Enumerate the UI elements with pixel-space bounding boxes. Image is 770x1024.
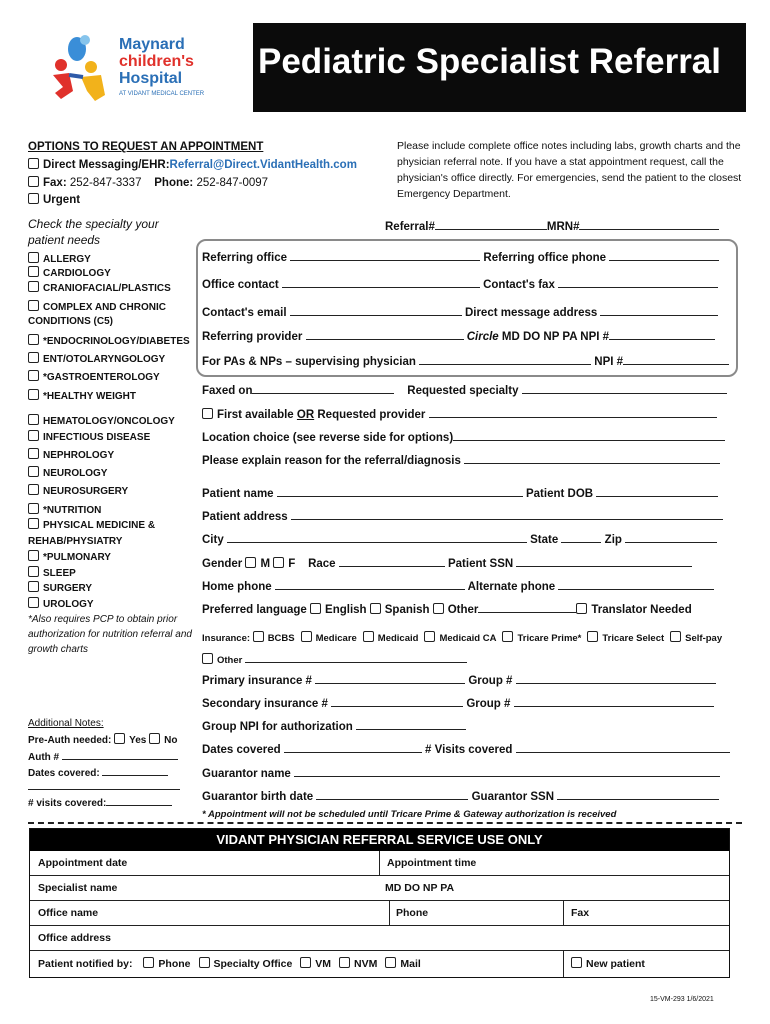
appointment-row[interactable]: Appointment date Appointment time	[30, 851, 729, 875]
checkbox[interactable]	[385, 957, 396, 968]
checkbox[interactable]	[28, 466, 39, 477]
options-heading: OPTIONS TO REQUEST AN APPOINTMENT	[28, 141, 264, 153]
notified-row[interactable]: Patient notified by: Phone Specialty Office VM NVM Mail New patient	[30, 950, 729, 977]
checkbox[interactable]	[363, 631, 374, 642]
referring-office-row[interactable]: Referring office Referring office phone	[202, 249, 719, 264]
urgent-option[interactable]: Urgent	[28, 193, 80, 206]
reason-row[interactable]: Please explain reason for the referral/diagnosis	[202, 452, 720, 467]
checkbox[interactable]	[370, 603, 381, 614]
referral-mrn[interactable]: Referral# MRN#	[385, 218, 719, 233]
notify-option[interactable]: VM	[300, 958, 331, 970]
specialty-option[interactable]: SURGERY	[28, 581, 92, 594]
dates-covered-row[interactable]: Dates covered # Visits covered	[202, 741, 730, 756]
secondary-insurance-row[interactable]: Secondary insurance # Group #	[202, 695, 714, 710]
insurance-option[interactable]: BCBS	[253, 633, 295, 644]
checkbox[interactable]	[199, 957, 210, 968]
checkbox[interactable]	[433, 603, 444, 614]
language-row[interactable]: Preferred language English Spanish Other Translator Needed	[202, 601, 692, 616]
office-contact-row[interactable]: Office contact Contact's fax	[202, 276, 718, 291]
checkbox[interactable]	[149, 733, 160, 744]
checkbox[interactable]	[339, 957, 350, 968]
office-row[interactable]: Office name Phone Fax	[30, 900, 729, 925]
insurance-option[interactable]: Tricare Select	[587, 633, 664, 644]
notify-option[interactable]: Mail	[385, 958, 420, 970]
specialty-option[interactable]: *ENDOCRINOLOGY/DIABETES	[28, 334, 190, 347]
specialty-option[interactable]: CRANIOFACIAL/PLASTICS	[28, 281, 171, 294]
direct-email[interactable]: Referral@Direct.VidantHealth.com	[169, 159, 357, 171]
patient-address-row[interactable]: Patient address	[202, 508, 723, 523]
fax-option[interactable]: Fax: 252-847-3337 Phone: 252-847-0097	[28, 176, 268, 189]
specialty-option[interactable]: CARDIOLOGY	[28, 266, 111, 279]
gender-row[interactable]: Gender M F Race Patient SSN	[202, 555, 692, 570]
checkbox[interactable]	[300, 957, 311, 968]
checkbox[interactable]	[28, 252, 39, 263]
insurance-option[interactable]: Medicaid	[363, 633, 419, 644]
checkbox[interactable]	[28, 334, 39, 345]
checkbox[interactable]	[571, 957, 582, 968]
checkbox[interactable]	[576, 603, 587, 614]
specialty-option[interactable]: SLEEP	[28, 566, 76, 579]
checkbox[interactable]	[202, 653, 213, 664]
checkbox[interactable]	[273, 557, 284, 568]
checkbox[interactable]	[28, 581, 39, 592]
insurance-option[interactable]: Self-pay	[670, 633, 722, 644]
specialty-option[interactable]: PHYSICAL MEDICINE & REHAB/PHYSIATRY	[28, 520, 156, 547]
specialty-option[interactable]: ENT/OTOLARYNGOLOGY	[28, 352, 165, 365]
logo-name-3: Hospital	[119, 70, 183, 87]
logo-name-1: Maynard	[119, 36, 185, 53]
checkbox[interactable]	[670, 631, 681, 642]
faxed-on-row[interactable]: Faxed on Requested specialty	[202, 382, 727, 397]
contact-email-row[interactable]: Contact's email Direct message address	[202, 304, 718, 319]
notes-dates-row[interactable]: Dates covered:	[28, 764, 168, 779]
checkbox[interactable]	[28, 518, 39, 529]
specialty-option[interactable]: HEMATOLOGY/ONCOLOGY	[28, 414, 175, 427]
specialty-option[interactable]: *NUTRITION	[28, 503, 101, 516]
checkbox[interactable]	[28, 389, 39, 400]
checkbox[interactable]	[28, 597, 39, 608]
logo-name-2: children's	[119, 53, 194, 70]
primary-insurance-row[interactable]: Primary insurance # Group #	[202, 672, 716, 687]
specialty-option[interactable]: *PULMONARY	[28, 550, 111, 563]
checkbox[interactable]	[253, 631, 264, 642]
referring-provider-row[interactable]: Referring provider Circle MD DO NP PA NPI #	[202, 328, 715, 343]
insurance-option[interactable]: Tricare Prime*	[502, 633, 581, 644]
checkbox[interactable]	[28, 414, 39, 425]
guarantor-name-row[interactable]: Guarantor name	[202, 765, 720, 780]
location-row[interactable]: Location choice (see reverse side for options)	[202, 429, 725, 444]
checkbox[interactable]	[28, 448, 39, 459]
checkbox[interactable]	[502, 631, 513, 642]
notify-option[interactable]: Specialty Office	[199, 958, 293, 970]
direct-messaging-option[interactable]: Direct Messaging/EHR:Referral@Direct.VidantHealth.com	[28, 158, 357, 171]
insurance-option[interactable]: Medicaid CA	[424, 633, 496, 644]
specialty-option[interactable]: UROLOGY	[28, 597, 94, 610]
service-use-heading: VIDANT PHYSICIAN REFERRAL SERVICE USE ONLY	[30, 829, 729, 851]
checkbox[interactable]	[28, 281, 39, 292]
office-address-row[interactable]: Office address	[30, 925, 729, 950]
checkbox[interactable]	[28, 266, 39, 277]
tricare-note: * Appointment will not be scheduled until Tricare Prime & Gateway authorization is received	[202, 809, 617, 820]
specialty-note: *Also requires PCP to obtain prior authorization for nutrition referral and growth charts	[28, 614, 192, 655]
supervising-physician-row[interactable]: For PAs & NPs – supervising physician NPI #	[202, 353, 729, 368]
guarantor-dob-row[interactable]: Guarantor birth date Guarantor SSN	[202, 788, 719, 803]
checkbox[interactable]	[202, 408, 213, 419]
checkbox[interactable]	[28, 370, 39, 381]
first-available-row[interactable]: First available OR Requested provider	[202, 406, 717, 421]
children-figures-icon	[47, 33, 109, 103]
preauth-row[interactable]: Pre-Auth needed: Yes No	[28, 735, 178, 746]
notify-option[interactable]: Phone	[143, 958, 190, 970]
specialty-option[interactable]: *GASTROENTEROLOGY	[28, 370, 160, 383]
checkbox[interactable]	[143, 957, 154, 968]
checkbox[interactable]	[28, 550, 39, 561]
insurance-row[interactable]: Insurance: BCBS Medicare Medicaid Medicaid CA Tricare Prime* Tricare Select Self-pay	[202, 633, 723, 644]
specialty-option[interactable]: NEPHROLOGY	[28, 448, 114, 461]
checkbox[interactable]	[28, 193, 39, 204]
specialty-heading: Check the specialty your patient needs	[28, 217, 159, 247]
notes-visits-row[interactable]: # visits covered:	[28, 794, 172, 809]
insurance-option[interactable]: Medicare	[301, 633, 357, 644]
specialty-option[interactable]: *HEALTHY WEIGHT	[28, 389, 136, 402]
notes-blank-row[interactable]	[28, 778, 180, 793]
specialist-row[interactable]: Specialist name MD DO NP PA	[30, 875, 729, 900]
group-npi-row[interactable]: Group NPI for authorization	[202, 718, 466, 733]
checkbox[interactable]	[28, 176, 39, 187]
checkbox[interactable]	[424, 631, 435, 642]
checkbox[interactable]	[28, 503, 39, 514]
logo	[29, 23, 253, 112]
specialty-option[interactable]: INFECTIOUS DISEASE	[28, 430, 150, 443]
notes-heading: Additional Notes:	[28, 718, 104, 729]
insurance-other-row[interactable]: Other	[202, 651, 467, 666]
service-use-table	[29, 828, 730, 978]
checkbox[interactable]	[114, 733, 125, 744]
checkbox[interactable]	[28, 158, 39, 169]
specialty-option[interactable]: ALLERGY	[28, 252, 91, 265]
checkbox[interactable]	[28, 300, 39, 311]
form-code: 15-VM-293 1/6/2021	[650, 996, 714, 1003]
page-title: Pediatric Specialist Referral	[258, 42, 721, 81]
logo-subtitle: AT VIDANT MEDICAL CENTER	[119, 91, 205, 97]
checkbox[interactable]	[310, 603, 321, 614]
checkbox[interactable]	[28, 484, 39, 495]
specialty-option[interactable]: COMPLEX AND CHRONIC CONDITIONS (C5)	[28, 302, 166, 327]
checkbox[interactable]	[301, 631, 312, 642]
notify-option[interactable]: NVM	[339, 958, 377, 970]
auth-row[interactable]: Auth #	[28, 748, 178, 763]
checkbox[interactable]	[28, 430, 39, 441]
checkbox[interactable]	[245, 557, 256, 568]
checkbox[interactable]	[28, 566, 39, 577]
specialty-option[interactable]: NEUROSURGERY	[28, 484, 128, 497]
checkbox[interactable]	[28, 352, 39, 363]
specialty-option[interactable]: NEUROLOGY	[28, 466, 107, 479]
home-phone-row[interactable]: Home phone Alternate phone	[202, 578, 714, 593]
city-row[interactable]: City State Zip	[202, 531, 717, 546]
patient-name-row[interactable]: Patient name Patient DOB	[202, 485, 718, 500]
divider	[28, 822, 742, 824]
checkbox[interactable]	[587, 631, 598, 642]
instructions: Please include complete office notes including labs, growth charts and the physician referral note. If you have a stat appointment request, call the physician's office directly. For emergencies, send the patient to the closest Emergency Department.	[397, 140, 742, 200]
